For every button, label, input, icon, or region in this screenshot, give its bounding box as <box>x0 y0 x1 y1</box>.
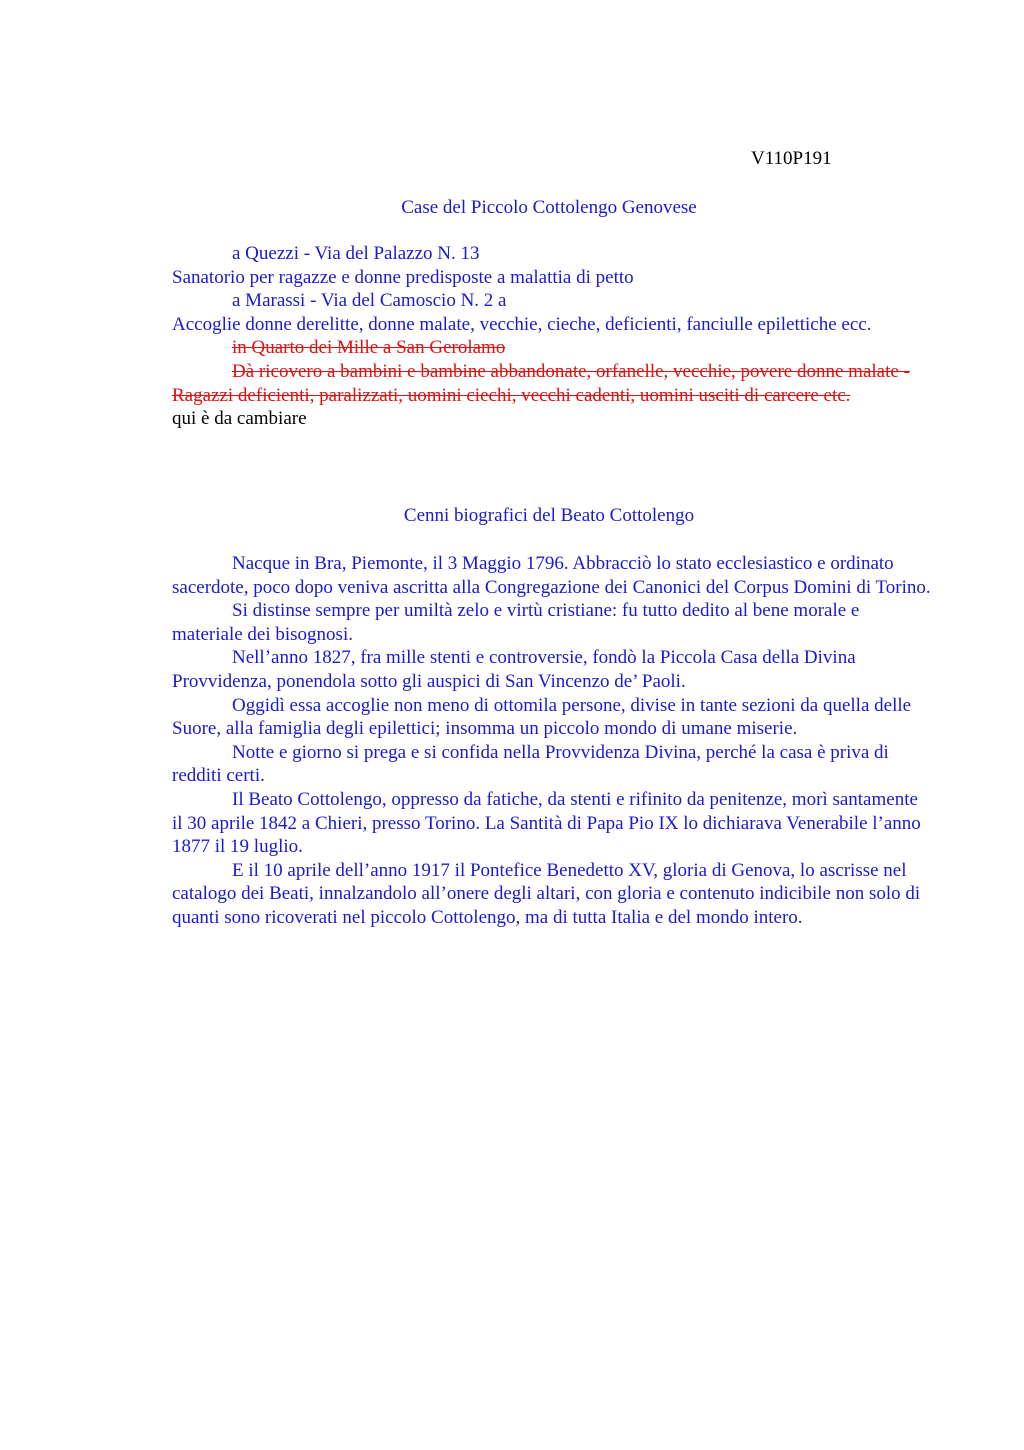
struck-house-location: in Quarto dei Mille a San Gerolamo <box>232 337 506 359</box>
section-title-biography: Cenni biografici del Beato Cottolengo <box>403 505 695 526</box>
biography-paragraph: E il 10 aprile dell’anno 1917 il Pontefice Benedetto XV, gloria di Genova, lo ascrisse nel catalogo dei Beati, innalzandolo all’onere degli altari, con gloria e contenuto indicibile non solo di quanti sono ricoverati nel piccolo Cottolengo, ma di tutta Italia e del mondo intero. <box>172 859 921 928</box>
struck-house-description: Dà ricovero a bambini e bambine abbandonate, orfanelle, vecchie, povere donne malate - Ragazzi deficienti, paralizzati, uomini ciechi, vecchi cadenti, uomini usciti di carcere etc. <box>172 360 910 406</box>
house-description: Accoglie donne derelitte, donne malate, vecchie, cieche, deficienti, fanciulle epilettiche ecc. <box>172 313 872 335</box>
biography-paragraph: Il Beato Cottolengo, oppresso da fatiche, da stenti e rifinito da penitenze, morì santamente il 30 aprile 1842 a Chieri, presso Torino. La Santità di Papa Pio IX lo dichiarava Venerabile l’anno 1877 il 19 luglio. <box>172 788 921 858</box>
document-reference: V110P191 <box>751 148 832 169</box>
biography-text <box>172 552 932 930</box>
house-location: a Quezzi - Via del Palazzo N. 13 <box>232 243 480 264</box>
biography-paragraph: Nell’anno 1827, fra mille stenti e controversie, fondò la Piccola Casa della Divina Provvidenza, ponendola sotto gli auspici di San Vincenzo de’ Paoli. <box>172 647 856 692</box>
editor-note: qui è da cambiare <box>172 408 307 430</box>
biography-paragraph: Nacque in Bra, Piemonte, il 3 Maggio 1796. Abbracciò lo stato ecclesiastico e ordinato sacerdote, poco dopo veniva ascritta alla Congregazione dei Canonici del Corpus Domini di Torino. <box>172 553 931 598</box>
section-title-houses: Case del Piccolo Cottolengo Genovese <box>401 197 697 218</box>
biography-paragraph: Si distinse sempre per umiltà zelo e virtù cristiane: fu tutto dedito al bene morale e materiale dei bisognosi. <box>172 600 860 645</box>
houses-list <box>172 242 932 431</box>
house-location: a Marassi - Via del Camoscio N. 2 a <box>232 290 507 312</box>
biography-paragraph: Oggidì essa accoglie non meno di ottomila persone, divise in tante sezioni da quella delle Suore, alla famiglia degli epilettici; insomma un piccolo mondo di umane miserie. <box>172 694 912 740</box>
biography-paragraph: Notte e giorno si prega e si confida nella Provvidenza Divina, perché la casa è priva di redditi certi. <box>172 741 889 787</box>
house-description: Sanatorio per ragazze e donne predisposte a malattia di petto <box>172 266 634 288</box>
